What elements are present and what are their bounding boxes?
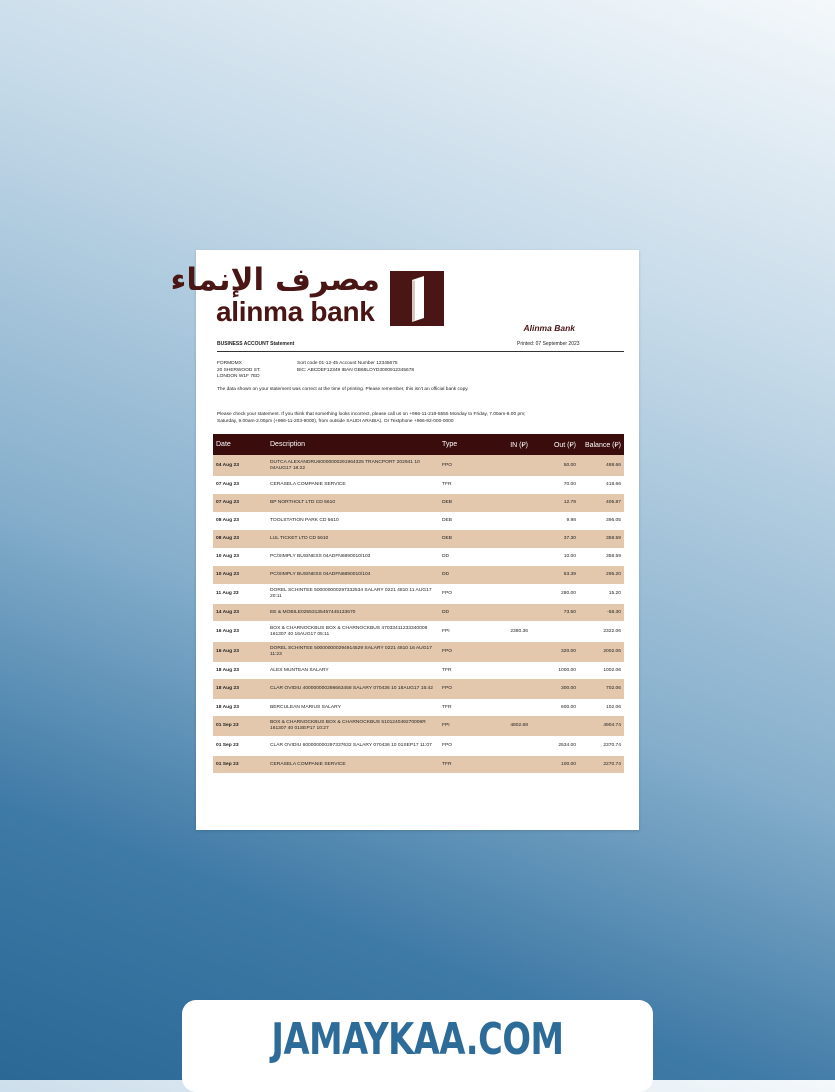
address-line: FORMDMX [217, 361, 242, 366]
table-row [213, 476, 624, 494]
cell-date: 01 Sep 23 [213, 736, 267, 756]
cell-balance: 295.20 [579, 566, 624, 584]
cell-date: 16 Aug 23 [213, 642, 267, 662]
cell-description: DUTCA ALEXANDRU60000000291964325 TRANCPORT 202941 10 04AUG17 18:22 [267, 455, 439, 476]
logo-arabic: مصرف الإنماء [170, 262, 380, 298]
table-row [213, 716, 624, 736]
table-row [213, 584, 624, 604]
account-details [297, 361, 414, 374]
cell-out: 280.00 [531, 584, 579, 604]
cell-in [485, 530, 531, 548]
cell-description: DOREL SCHINTEE 500000000294914529 SALARY 0221 4810 16 AUG17 11:23 [267, 642, 439, 662]
bank-logo-icon [390, 271, 444, 326]
col-balance-header: Balance (⃁) [579, 434, 624, 455]
cell-in [485, 662, 531, 679]
cell-balance: 2370.74 [579, 736, 624, 756]
cell-out: 63.39 [531, 566, 579, 584]
cell-date: 08 Aug 23 [213, 512, 267, 530]
cell-in [485, 699, 531, 716]
cell-type: DEB [439, 494, 485, 512]
cell-date: 04 Aug 23 [213, 455, 267, 476]
cell-in [485, 476, 531, 494]
cell-description: BERCULEAN MARIUS SALARY [267, 699, 439, 716]
table-row [213, 455, 624, 476]
cell-balance: 702.06 [579, 679, 624, 699]
cell-balance: 2002.06 [579, 642, 624, 662]
cell-in [485, 679, 531, 699]
statement-document [170, 250, 639, 830]
cell-type: DD [439, 566, 485, 584]
cell-date: 07 Aug 23 [213, 476, 267, 494]
cell-type: TFR [439, 662, 485, 679]
cell-date: 07 Aug 23 [213, 494, 267, 512]
cell-description: EE & MOBILE02553135457445133670 [267, 604, 439, 621]
cell-in: 4802.68 [485, 716, 531, 736]
cell-type: FPI [439, 716, 485, 736]
cell-type: FPO [439, 584, 485, 604]
logo-english: alinma bank [216, 296, 375, 327]
sort-code-line: Sort code 01-12-45 Account Number 12345675 [297, 361, 398, 366]
table-row [213, 699, 624, 716]
cell-type: TFR [439, 756, 485, 773]
cell-in [485, 642, 531, 662]
table-row [213, 604, 624, 621]
col-out-header: Out (⃁) [531, 434, 579, 455]
cell-in [485, 512, 531, 530]
cell-balance: 358.59 [579, 530, 624, 548]
address-line: 20 SHERWOOD ST. [217, 367, 261, 373]
cell-date: 18 Aug 23 [213, 679, 267, 699]
cell-in [485, 566, 531, 584]
cell-description: ALEX MUNTEAN SALARY [267, 662, 439, 679]
cell-balance: 2270.74 [579, 756, 624, 773]
customer-address [217, 361, 261, 381]
cell-date: 08 Aug 23 [213, 530, 267, 548]
col-date-header: Date [213, 434, 267, 455]
cell-type: TFR [439, 699, 485, 716]
cell-type: DEB [439, 530, 485, 548]
cell-balance: 405.87 [579, 494, 624, 512]
site-banner [182, 1000, 653, 1092]
document-title: BUSINESS ACCOUNT Statement [217, 341, 295, 347]
cell-description: CERASELA COMPANIE SERVICE [267, 476, 439, 494]
cell-out: 1000.00 [531, 662, 579, 679]
accuracy-note: The data shown on your statement was correct at the time of printing. Please remember, this isn't an official bank copy. [217, 387, 469, 392]
table-row [213, 642, 624, 662]
cell-out [531, 716, 579, 736]
table-row [213, 756, 624, 773]
cell-type: TFR [439, 476, 485, 494]
site-url: JAMAYKAA.COM [271, 1014, 564, 1065]
cell-out: 320.00 [531, 642, 579, 662]
cell-type: DEB [439, 512, 485, 530]
cell-in [485, 604, 531, 621]
cell-description: TOOLSTATION PARK CD 5610 [267, 512, 439, 530]
cell-date: 01 Sep 23 [213, 716, 267, 736]
bank-name: Alinma Bank [523, 323, 575, 333]
cell-in [485, 548, 531, 566]
cell-description: PC/SIMPLY BUSINESS 04ADFN6890010/104 [267, 566, 439, 584]
cell-date: 10 Aug 23 [213, 548, 267, 566]
cell-date: 16 Aug 23 [213, 621, 267, 642]
cell-out [531, 621, 579, 642]
cell-type: FPO [439, 736, 485, 756]
cell-description: CLAR OVIDIU 400000000298663458 SALARY 070436 10 18AUG17 15:42 [267, 679, 439, 699]
table-row [213, 736, 624, 756]
cell-balance: 1002.06 [579, 662, 624, 679]
cell-balance: 358.59 [579, 548, 624, 566]
cell-date: 18 Aug 23 [213, 699, 267, 716]
header-divider [217, 351, 624, 352]
cell-out: 12.79 [531, 494, 579, 512]
cell-balance: 418.66 [579, 476, 624, 494]
printed-date: Printed: 07 September 2023 [517, 341, 580, 347]
cell-type: DD [439, 604, 485, 621]
table-row [213, 621, 624, 642]
cell-description: BOX & CHARNOCKBUS BOX & CHARNOCKBUS 47033411233340008 161307 40 16AUG17 05:11 [267, 621, 439, 642]
cell-description: CERASELA COMPANIE SERVICE [267, 756, 439, 773]
cell-description: BOX & CHARNOCKBUS BOX & CHARNOCKBUS 510124049270006R 161307 40 01SEP17 10:27 [267, 716, 439, 736]
col-type-header: Type [439, 434, 485, 455]
cell-in [485, 455, 531, 476]
cell-out: 70.00 [531, 476, 579, 494]
col-description-header: Description [267, 434, 439, 455]
cell-in [485, 756, 531, 773]
cell-date: 18 Aug 23 [213, 662, 267, 679]
cell-type: DD [439, 548, 485, 566]
cell-out: 100.00 [531, 756, 579, 773]
table-row [213, 530, 624, 548]
cell-balance: 488.66 [579, 455, 624, 476]
table-row [213, 566, 624, 584]
cell-out: 600.00 [531, 699, 579, 716]
cell-in [485, 494, 531, 512]
cell-description: BP NORTHOLT LTD CD 5610 [267, 494, 439, 512]
table-row [213, 512, 624, 530]
cell-in: 2380.36 [485, 621, 531, 642]
cell-balance: -58.30 [579, 604, 624, 621]
cell-balance: 2322.06 [579, 621, 624, 642]
iban-line: BIC: ABCDEF12349 IBAN GB68LOYD3000912345678 [297, 367, 415, 373]
cell-out: 2534.00 [531, 736, 579, 756]
cell-out: 73.50 [531, 604, 579, 621]
cell-description: CLAR OVIDIU 600000000297337632 SALARY 070436 10 01SEP17 11:07 [267, 736, 439, 756]
cell-out: 10.00 [531, 548, 579, 566]
cell-type: FPI [439, 621, 485, 642]
cell-date: 14 Aug 23 [213, 604, 267, 621]
cell-out: 300.00 [531, 679, 579, 699]
cell-out: 37.30 [531, 530, 579, 548]
col-in-header: IN (⃁) [485, 434, 531, 455]
contact-note: Please check your statement. If you think that something looks incorrect, please call us on +966-11-218-5555 Monday to Friday, 7.00am-8.00 pm; Saturday, 9.00am-2.00pm (+966-11-203-9000), from outside SAUDI ARABIA). Or Textphone +966-92-000-0000 [217, 412, 526, 424]
cell-description: PC/SIMPLY BUSINESS 04ADFN6890010/103 [267, 548, 439, 566]
cell-date: 01 Sep 23 [213, 756, 267, 773]
cell-type: FPO [439, 679, 485, 699]
cell-description: LUL TICKET LTD CD 5610 [267, 530, 439, 548]
table-row [213, 494, 624, 512]
cell-balance: 15.20 [579, 584, 624, 604]
cell-description: DOREL SCHINTEE 500000000297332534 SALARY 0221 4810 11 AUG17 20:11 [267, 584, 439, 604]
cell-date: 11 Aug 23 [213, 584, 267, 604]
cell-out: 50.00 [531, 455, 579, 476]
cell-date: 10 Aug 23 [213, 566, 267, 584]
cell-in [485, 736, 531, 756]
cell-balance: 396.05 [579, 512, 624, 530]
table-header-row [213, 434, 624, 455]
cell-in [485, 584, 531, 604]
cell-type: FPO [439, 455, 485, 476]
table-row [213, 679, 624, 699]
transactions-table [213, 434, 624, 773]
table-row [213, 548, 624, 566]
cell-out: 9.98 [531, 512, 579, 530]
cell-balance: 102.06 [579, 699, 624, 716]
address-line: LONDON W1F 7ED [217, 374, 260, 380]
cell-type: FPO [439, 642, 485, 662]
cell-balance: 4904.74 [579, 716, 624, 736]
table-row [213, 662, 624, 679]
